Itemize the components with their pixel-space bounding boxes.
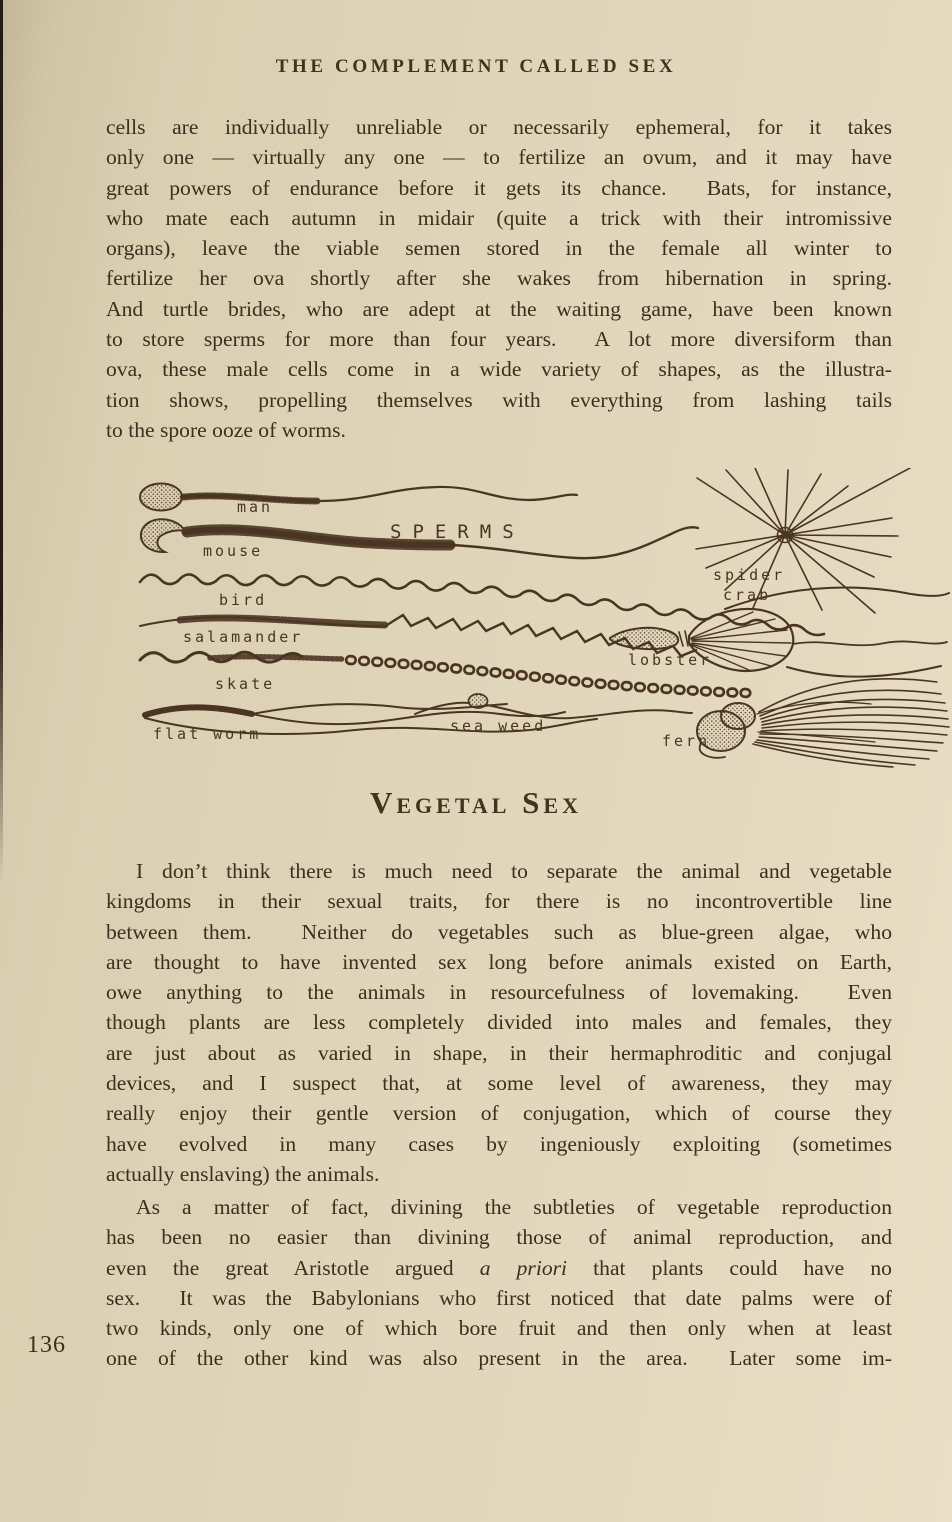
text-line: only one — virtually any one — to fertilize an ovum, and it may have	[106, 145, 892, 170]
label-sea-weed: sea weed	[450, 717, 547, 735]
text-line: organs), leave the viable semen stored in the female all winter to	[106, 236, 892, 261]
text-line: one of the other kind was also present in the area. Later some im-	[106, 1346, 892, 1371]
text-line: great powers of endurance before it gets its chance. Bats, for instance,	[106, 175, 892, 200]
text-line: kingdoms in their sexual traits, for there is no incontrovertible line	[106, 889, 892, 914]
text-line: fertilize her ova shortly after she wakes from hibernation in spring.	[106, 266, 892, 291]
text-line: are just about as varied in shape, in their hermaphroditic and conjugal	[106, 1040, 892, 1065]
label-skate: skate	[215, 675, 276, 693]
label-lobster: lobster	[628, 651, 713, 669]
sperm-illustration	[85, 468, 951, 768]
label-bird: bird	[219, 591, 268, 609]
running-header: THE COMPLEMENT CALLED SEX	[275, 56, 677, 77]
section-heading: Vegetal Sex	[369, 785, 582, 820]
text-line: really enjoy their gentle version of conjugation, which of course they	[106, 1101, 892, 1126]
text-line: actually enslaving) the animals.	[106, 1161, 380, 1186]
label-spider-crab-line1: spider	[713, 566, 786, 584]
text-line: between them. Neither do vegetables such as blue-green algae, who	[106, 919, 892, 944]
text-line: sex. It was the Babylonians who first noticed that date palms were of	[106, 1285, 892, 1310]
text-line: has been no easier than divining those of animal reproduction, and	[106, 1225, 892, 1250]
paragraph-2	[106, 856, 892, 1189]
text-line: ova, these male cells come in a wide variety of shapes, as the illustra-	[106, 357, 892, 382]
text-line: though plants are less completely divided into males and females, they	[106, 1010, 892, 1035]
man-sperm-drawing	[140, 484, 577, 511]
text-line: who mate each autumn in midair (quite a trick with their intromissive	[106, 205, 892, 230]
label-mouse: mouse	[203, 542, 264, 560]
text-line: two kinds, only one of which bore fruit and then only when at least	[106, 1316, 892, 1341]
text-line: to the spore ooze of worms.	[106, 417, 346, 442]
page-number: 136	[27, 1332, 66, 1358]
label-salamander: salamander	[183, 628, 304, 646]
text-line: tion shows, propelling themselves with everything from lashing tails	[106, 387, 892, 412]
text-line: cells are individually unreliable or necessarily ephemeral, for it takes	[106, 115, 892, 139]
text-line: I don’t think there is much need to separate the animal and vegetable	[136, 859, 892, 883]
label-spider-crab-line2: crab	[723, 586, 772, 604]
text-line: owe anything to the animals in resourcefulness of lovemaking. Even	[106, 980, 892, 1005]
sperm-illustration-svg	[85, 468, 951, 768]
text-line: And turtle brides, who are adept at the waiting game, have been known	[106, 296, 892, 321]
illustration-title: SPERMS	[390, 521, 525, 543]
text-line: to store sperms for more than four years. A lot more diversiform than	[106, 327, 892, 352]
paragraph-3	[106, 1192, 892, 1374]
label-flat-worm: flat worm	[153, 725, 262, 743]
text-line: devices, and I suspect that, at some level of awareness, they may	[106, 1071, 892, 1096]
book-gutter-edge	[0, 0, 3, 883]
paragraph-1	[106, 112, 892, 445]
label-man: man	[237, 498, 274, 516]
text-line: As a matter of fact, divining the subtleties of vegetable reproduction	[136, 1195, 892, 1219]
label-fern: fern	[662, 732, 711, 750]
text-line: have evolved in many cases by ingeniously exploiting (sometimes	[106, 1131, 892, 1156]
text-line: are thought to have invented sex long before animals existed on Earth,	[106, 949, 892, 974]
text-line: even the great Aristotle argued a priori that plants could have no	[106, 1255, 892, 1280]
